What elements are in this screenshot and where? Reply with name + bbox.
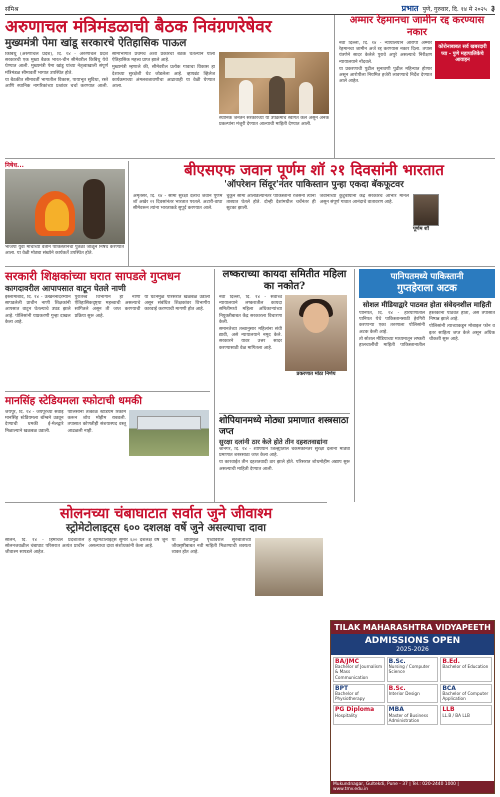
bail-headline: अम्मार रेहमानचा जामीन रद्द करण्यास नकार <box>349 15 485 38</box>
lead-subhead: मुख्यमंत्री पेमा खांडू सरकारचे ऐतिहासिक पाऊल <box>5 37 187 49</box>
lead-para: किबिथु (अरुणाचल प्रदेश), दि. १४ - अरुणाचल प्रदेश सरकारची एक मुख्य बैठक भारत-चीन सीमेवरील किबिथु येथे घेण्यात आली. मुख्यमंत्री पेमा खांडू यांच्या नेतृत्वाखाली संपूर्ण मंत्रिमंडळ सीमावर्ती भागात उपस्थित होते. <box>5 52 108 76</box>
lead-para: स्थानिक जनतेने सरकारच्या या उपक्रमाचे स्वागत केले असून अनेक प्रकल्पांना मंजुरी देण्यात आल्याची माहिती देण्यात आली. <box>219 116 329 128</box>
bsf-headline: बीएसएफ जवान पूर्णम शॉ २१ दिवसांनी भारतात <box>184 161 444 179</box>
fossil-headline: सोलनच्या चंबाघाटात सर्वात जुने जीवाश्म <box>59 505 273 522</box>
teachers-para: या घटनेमुळे परिसरात खळबळ उडाली असून संबंधित शिक्षकांवर विभागीय कारवाई करण्याची मागणी होत आहे. <box>144 295 210 313</box>
pakistan-para: तो सोशल मीडियाच्या माध्यमातून लष्करी हालचालींची माहिती पाकिस्तानातील हस्तकांना पाठवत होता, असे तपासात निष्पन्न झाले आहे. <box>359 311 495 349</box>
ad-institute: TILAK MAHARASHTRA VIDYAPEETH <box>331 621 494 634</box>
protest-label: निषेध... <box>5 162 24 169</box>
bsf-story <box>129 161 495 266</box>
teachers-body <box>5 295 210 389</box>
pakistan-spy-body <box>359 311 495 479</box>
lead-story <box>5 15 335 158</box>
teachers-para: पुरातत्त्व विभागाने ही नाणी ऐतिहासिकदृष्ट्या महत्त्वाची असल्याचे सांगितले असून ती जप्त करण्याची प्रक्रिया सुरू आहे. <box>74 295 141 319</box>
fossil-para: सोलन, दि. १४ - हिमाचल प्रदेशातील सोलनजवळील चंबाघाट परिसरात अत्यंत प्राचीन जीवाश्म सापडले आहेत. <box>5 538 85 556</box>
stadium-story <box>5 391 210 508</box>
ad-course: MBA Master of Business Administration <box>387 705 439 725</box>
protest-caption: भाजपा युवा मोर्चाच्या वतीने पाकिस्तानचा पुतळा जाळून निषेध करण्यात आला. या वेळी मोठ्या संख्येने कार्यकर्ते उपस्थित होते. <box>5 245 124 257</box>
ad-course: BPT Bachelor of Physiotherapy <box>333 684 385 704</box>
ad-session: 2025-2026 <box>396 646 429 653</box>
ad-course: B.Sc. Nursing / Computer Science <box>387 657 439 682</box>
pakistan-spy-subhead: सोशल मीडियाद्वारे पाठवत होता संवेदनशील माहिती <box>362 300 492 309</box>
stadium-photo <box>129 410 209 456</box>
woman-photo-caption: प्रकरणात मोठा निर्णय <box>296 371 336 377</box>
teachers-subhead: कागदावरील आपापसात वाटून घेतले नाणी <box>5 283 126 293</box>
ad-course: BCA Bachelor of Computer Application <box>440 684 492 704</box>
pakistan-para: पोलिसांनी त्याच्याकडून मोबाइल फोन व इतर साहित्य जप्त केले असून अधिक चौकशी सुरू आहे. <box>429 324 495 342</box>
jawan-thumb <box>413 194 439 226</box>
bail-para: या प्रकरणाची पुढील सुनावणी पुढील महिन्यात होणार असून आरोपीला नियमित हजेरी लावण्याचे निर्देश देण्यात आले आहेत. <box>339 66 432 85</box>
bail-story <box>335 15 495 158</box>
masthead <box>5 3 495 15</box>
fossil-para: हे स्ट्रोमेटोलाइट्स सुमारे ६०० दशलक्ष वर्षे जुने असल्याचा दावा संशोधकांनी केला आहे. <box>88 538 168 550</box>
stadium-para: पोलिसांनी तत्काळ स्टेडियम रिकामे करून शोध मोहीम राबवली. तपासात कोणतीही संशयास्पद वस्तू आढळली नाही. <box>67 410 126 434</box>
fossil-story <box>5 502 327 796</box>
ad-footer: Mukundnagar, Gultekdi, Pune - 37 | Tel.: 020-2440 1000 | www.tmv.edu.in <box>331 781 494 793</box>
lead-body <box>5 52 219 154</box>
fossil-body <box>5 538 255 650</box>
kashmir-subhead: सुरक्षा दलांनी ठार केले होते तीन दहशतवाद्यांना <box>219 438 328 446</box>
ad-course: B.Sc. Interior Design <box>387 684 439 704</box>
teachers-story <box>5 269 215 502</box>
dateline: पुणे, गुरुवार, दि. १४ मे २०२५ <box>422 5 487 13</box>
page-number: ३ <box>490 4 495 13</box>
fossil-para: या शोधामुळे पृथ्वीवरील सुरुवातीच्या जीवसृष्टीबाबत नवी माहिती मिळण्याची शक्यता व्यक्त होत आहे. <box>171 538 251 556</box>
ad-course: BA/JMC Bachelor of Journalism & Mass Communication <box>333 657 385 682</box>
pakistan-spy-line2: गुप्तहेराला अटक <box>397 283 457 294</box>
ad-admissions: ADMISSIONS OPEN <box>364 636 461 646</box>
brand-logo: प्रभात <box>401 4 419 13</box>
lead-para: या बैठकीत सीमावर्ती भागातील विकास, पायाभूत सुविधा, रस्ते आणि स्थानिक नागरिकांच्या प्रश्नांवर चर्चा करण्यात आली. सीमाभागात प्रथमच अशा प्रकारची बैठक घेतल्याने याला ऐतिहासिक महत्त्व प्राप्त झाले आहे. <box>5 52 215 90</box>
promo-box: कोरोनाबाबत सर्व खबरदारी घ्या - पुणे महापालिकेचे आवाहन <box>435 41 490 79</box>
kashmir-headline: शोपियानमध्ये मोठ्या प्रमाणात शस्त्रसाठा जप्त <box>219 416 349 437</box>
lead-headline: अरुणाचल मंत्रिमंडळाची बैठक निवंग्रणरेषेवर <box>5 17 272 37</box>
lead-para: मुख्यमंत्री म्हणाले की, सीमेवरील प्रत्येक गावाचा विकास हा देशाच्या सुरक्षेशी थेट जोडलेला आहे. व्हायब्रंट व्हिलेज कार्यक्रमाच्या अंमलबजावणीचा आढावाही या वेळी घेण्यात आला. <box>112 65 215 90</box>
stadium-para: जयपूर, दि. १४ - जयपूरच्या सवाई मानसिंह स्टेडियमला बॉम्बने उडवून देण्याची धमकी ई-मेलद्वारे मिळाल्याने खळबळ उडाली. <box>5 410 64 434</box>
ad-course: LLB LL.B / BA LLB <box>440 705 492 725</box>
bsf-para: चुकून सीमा ओलांडल्यानंतर पाकिस्तानी रेंजर्सनी त्यांना ताब्यात घेतले होते. दोन्ही देशांमधील चर्चेनंतर ही सुटका झाली. <box>226 194 316 212</box>
bsf-subhead: 'ऑपरेशन सिंदूर'नंतर पाकिस्तान पुन्हा एकदा बॅकफूटवर <box>224 180 404 190</box>
ad-course: B.Ed. Bachelor of Education <box>440 657 492 682</box>
women-army-para: समानतेच्या तत्त्वानुसार महिलांना संधी द्यावी, असे न्यायालयाने नमूद केले. सरकारने यावर उत्तर सादर करण्यासाठी वेळ मागितला आहे. <box>219 327 282 351</box>
bsf-para: जवानाच्या कुटुंबीयांनी केंद्र सरकारचे आभार मानले असून संपूर्ण गावात आनंदाचे वातावरण आहे. <box>319 194 409 206</box>
ad-course: PG Diploma Hospitality <box>333 705 385 725</box>
jawan-caption: पूर्णम शॉ <box>413 226 429 232</box>
cabinet-photo <box>219 52 329 114</box>
protest-photo <box>5 169 125 244</box>
kashmir-para: श्रीनगर, दि. १४ - शोपियान जिल्ह्यातील चकमकीनंतर सुरक्षा दलांनी मोठ्या प्रमाणात शस्त्रसाठा जप्त केला आहे. <box>219 447 350 459</box>
kashmir-para: या कारवाईत तीन दहशतवादी ठार झाले होते. परिसरात शोधमोहीम अद्याप सुरू असल्याची माहिती देण्यात आली. <box>219 460 350 472</box>
fossil-subhead: स्ट्रोमेटोलाइट्स ६०० दशलक्ष वर्षे जुने असल्याचा दावा <box>66 522 266 534</box>
teachers-headline: सरकारी शिक्षकांच्या घरात सापडले गुप्तधन <box>5 269 181 283</box>
women-army-para: नवी दिल्ली, दि. १४ - सर्वोच्च न्यायालयाने लष्करातील कायदा समितीमध्ये महिला अधिकाऱ्यांच्या नियुक्तीबाबत केंद्र सरकारला विचारणा केली. <box>219 295 282 325</box>
ad-course-grid <box>331 655 494 727</box>
bsf-body <box>133 194 413 266</box>
protest-block <box>5 161 129 266</box>
pakistan-spy-story <box>355 269 495 502</box>
women-army-story <box>215 269 355 502</box>
woman-photo <box>285 295 347 371</box>
bail-para: नवी दिल्ली, दि. १४ - न्यायालयाने आरोपी अम्मार रेहमानचा जामीन अर्ज रद्द करण्यास नकार दिला. तपास यंत्रणेने सादर केलेले पुरावे अपुरे असल्याचे निरीक्षण न्यायालयाने नोंदवले. <box>339 41 432 65</box>
bsf-para: अमृतसर, दि. १४ - सीमा सुरक्षा दलाचे जवान पूर्णम शॉ अखेर २१ दिवसांनंतर भारतात परतले. अटारी-वाघा सीमेवरून त्यांना भारताकडे सुपूर्द करण्यात आले. <box>133 194 223 212</box>
fossil-photo <box>255 538 323 596</box>
kashmir-story <box>219 413 350 509</box>
teachers-para: इस्लामाबाद, दि. १४ - उत्खननादरम्यान सापडलेली प्राचीन नाणी शिक्षकांनी आपसात वाटून घेतल्याचे उघड झाले आहे. पोलिसांनी याप्रकरणी गुन्हा दाखल केला आहे. <box>5 295 71 325</box>
women-army-headline: लष्कराच्या कायदा समितीत महिला का नकोत? <box>222 269 347 292</box>
pakistan-spy-banner <box>359 269 495 298</box>
pakistan-para: पानिपत, दि. १४ - हरियाणातील पानिपत येथे पाकिस्तानसाठी हेरगिरी करणाऱ्या एका तरुणाला पोलिसांनी अटक केली आहे. <box>359 311 425 335</box>
pakistan-spy-line1: पानिपतमध्ये पाकिस्तानी <box>390 272 464 282</box>
admission-ad <box>330 620 495 794</box>
stadium-headline: मानसिंह स्टेडियमला स्फोटाची धमकी <box>5 395 142 407</box>
section-label: संमिश्र <box>5 5 19 13</box>
